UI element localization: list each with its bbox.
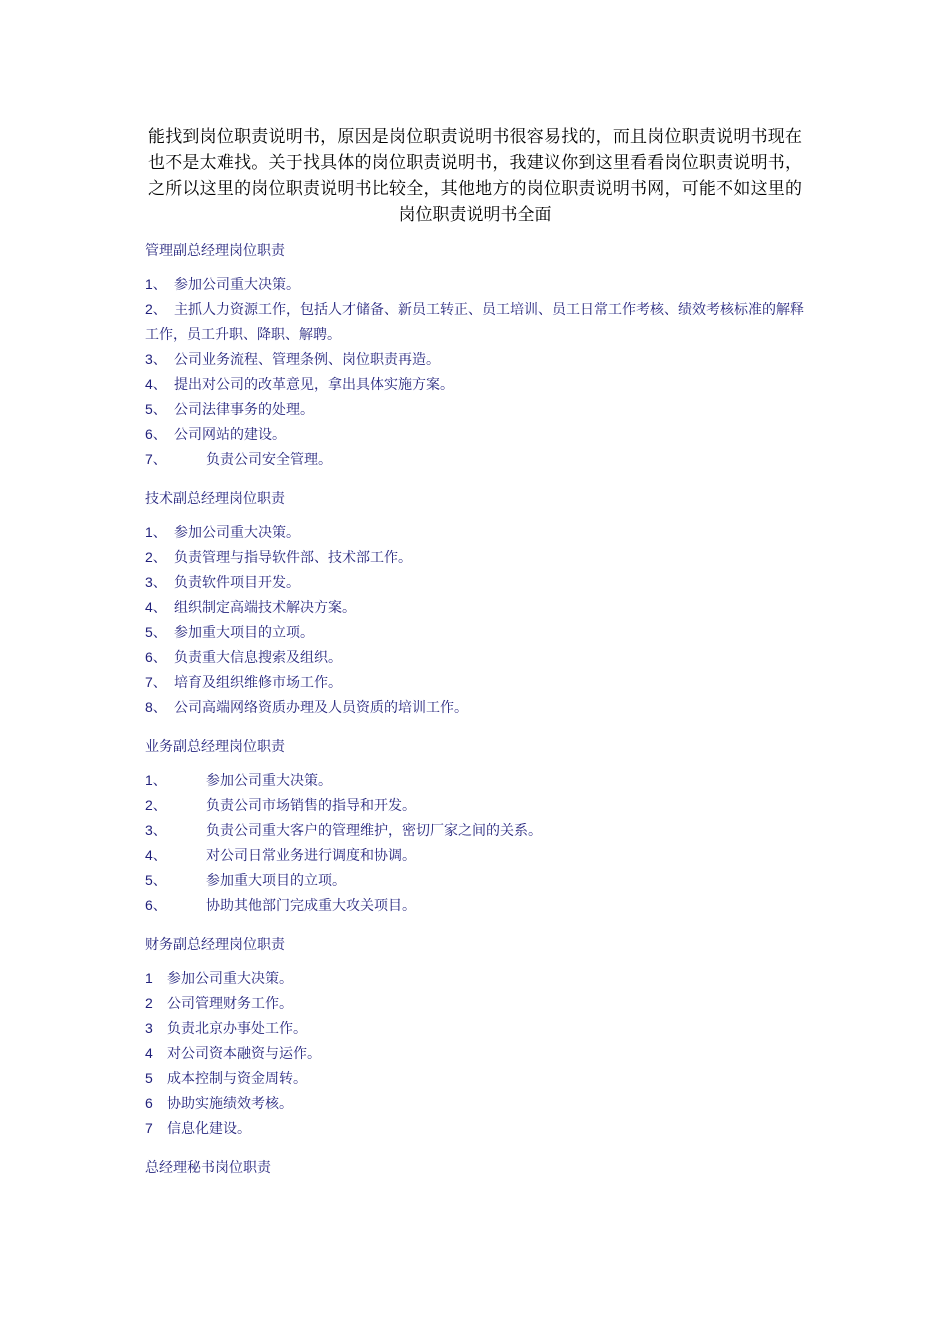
list-item: 6、 负责重大信息搜索及组织。 (145, 649, 342, 666)
list-item: 5 成本控制与资金周转。 (145, 1070, 307, 1087)
list-item: 4 对公司资本融资与运作。 (145, 1045, 321, 1062)
list-item: 3、 负责公司重大客户的管理维护，密切厂家之间的关系。 (145, 822, 542, 839)
section-title-technical: 技术副总经理岗位职责 (145, 491, 285, 507)
list-item: 6 协助实施绩效考核。 (145, 1095, 293, 1112)
list-item: 3、 负责软件项目开发。 (145, 574, 300, 591)
list-item: 6、 公司网站的建设。 (145, 426, 286, 443)
section-title-management: 管理副总经理岗位职责 (145, 243, 285, 259)
list-item: 7 信息化建设。 (145, 1120, 251, 1137)
list-item: 1、 参加公司重大决策。 (145, 276, 300, 293)
list-item: 4、 组织制定高端技术解决方案。 (145, 599, 356, 616)
section-title-secretary: 总经理秘书岗位职责 (145, 1160, 271, 1176)
section-title-finance: 财务副总经理岗位职责 (145, 937, 285, 953)
list-item: 1、 参加公司重大决策。 (145, 772, 332, 789)
list-item: 8、 公司高端网络资质办理及人员资质的培训工作。 (145, 699, 468, 716)
list-item: 2、 负责管理与指导软件部、技术部工作。 (145, 549, 412, 566)
list-item: 2、 负责公司市场销售的指导和开发。 (145, 797, 416, 814)
intro-paragraph: 能找到岗位职责说明书，原因是岗位职责说明书很容易找的，而且岗位职责说明书现在也不是太难找。关于找具体的岗位职责说明书，我建议你到这里看看岗位职责说明书，之所以这里的岗位职责说明书比较全，其他地方的岗位职责说明书网，可能不如这里的岗位职责说明书全面 (148, 127, 802, 225)
list-item: 6、 协助其他部门完成重大攻关项目。 (145, 897, 416, 914)
list-item: 3 负责北京办事处工作。 (145, 1020, 307, 1037)
list-item: 5、 参加重大项目的立项。 (145, 872, 346, 889)
list-item: 1 参加公司重大决策。 (145, 970, 293, 987)
list-item: 4、 对公司日常业务进行调度和协调。 (145, 847, 416, 864)
list-item: 3、 公司业务流程、管理条例、岗位职责再造。 (145, 351, 440, 368)
list-item: 5、 参加重大项目的立项。 (145, 624, 314, 641)
list-item: 1、 参加公司重大决策。 (145, 524, 300, 541)
list-item: 7、 培育及组织维修市场工作。 (145, 674, 342, 691)
list-item: 7、 负责公司安全管理。 (145, 451, 332, 468)
list-item: 2 公司管理财务工作。 (145, 995, 293, 1012)
list-item: 2、 主抓人力资源工作，包括人才储备、新员工转正、员工培训、员工日常工作考核、绩效考核标准的解释工作，员工升职、降职、解聘。 (145, 301, 804, 343)
section-title-business: 业务副总经理岗位职责 (145, 739, 285, 755)
list-item: 5、 公司法律事务的处理。 (145, 401, 314, 418)
list-item: 4、 提出对公司的改革意见，拿出具体实施方案。 (145, 376, 454, 393)
